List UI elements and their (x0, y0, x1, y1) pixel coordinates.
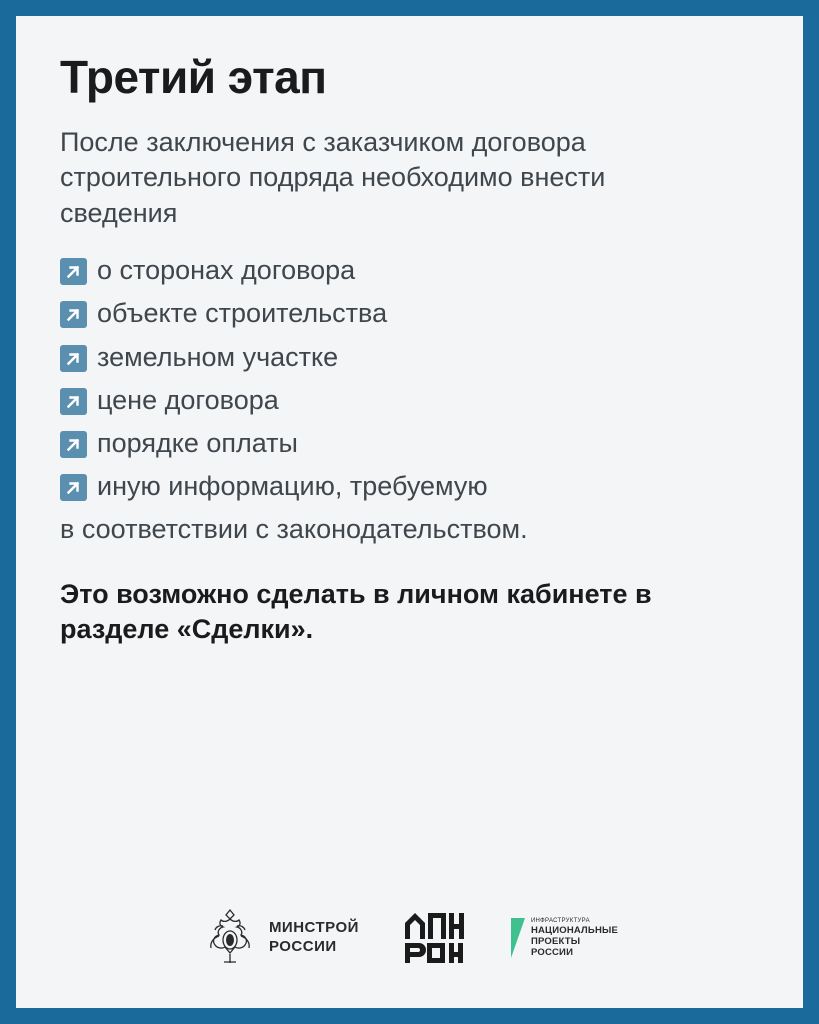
layout-spacer (56, 647, 763, 906)
arrow-up-right-icon (60, 431, 87, 458)
list-item-label: объекте строительства (97, 298, 388, 329)
np-top-line: ИНФРАСТРУКТУРА (530, 917, 590, 924)
minstroy-logo (201, 906, 359, 970)
np-wordmark (531, 918, 618, 959)
list-item-label: о сторонах договора (97, 255, 356, 286)
list-item (60, 469, 763, 503)
minstroy-line-2: РОССИИ (268, 938, 337, 955)
list-item-label: земельном участке (97, 341, 339, 372)
arrow-up-right-icon (60, 258, 87, 285)
list-item (60, 296, 763, 330)
intro-paragraph: После заключения с заказчиком договора строительного подряда необходимо внести сведения (60, 126, 606, 228)
np-line-3: РОССИИ (530, 946, 574, 958)
dom-rf-logo-icon (403, 909, 465, 967)
list-item (60, 426, 763, 460)
list-item-label: иную информацию, требуемую (97, 470, 488, 501)
list-item (60, 253, 763, 287)
poster-card (16, 16, 803, 1008)
minstroy-wordmark (269, 919, 359, 957)
minstroy-line-1: МИНСТРОЙ (268, 919, 359, 937)
national-projects-logo (509, 916, 618, 960)
arrow-up-right-icon (60, 474, 87, 501)
list-continuation-line: в соответствии с законодательством. (60, 513, 528, 544)
np-line-2: ПРОЕКТЫ (530, 936, 581, 948)
logo-row (56, 906, 763, 1008)
list-item (60, 383, 763, 417)
arrow-up-right-icon (60, 345, 87, 372)
list-item-label: цене договора (97, 384, 279, 415)
list-item-label: порядке оплаты (97, 427, 298, 458)
np-flag-icon (509, 916, 527, 960)
page-title: Третий этап (60, 51, 327, 103)
list-item (60, 340, 763, 374)
double-headed-eagle-icon (201, 906, 259, 970)
arrow-up-right-icon (60, 301, 87, 328)
np-line-1: НАЦИОНАЛЬНЫЕ (530, 925, 619, 937)
arrow-up-right-icon (60, 388, 87, 415)
conclusion-paragraph: Это возможно сделать в личном кабинете в разделе «Сделки». (60, 579, 652, 645)
bullet-list (60, 253, 763, 511)
